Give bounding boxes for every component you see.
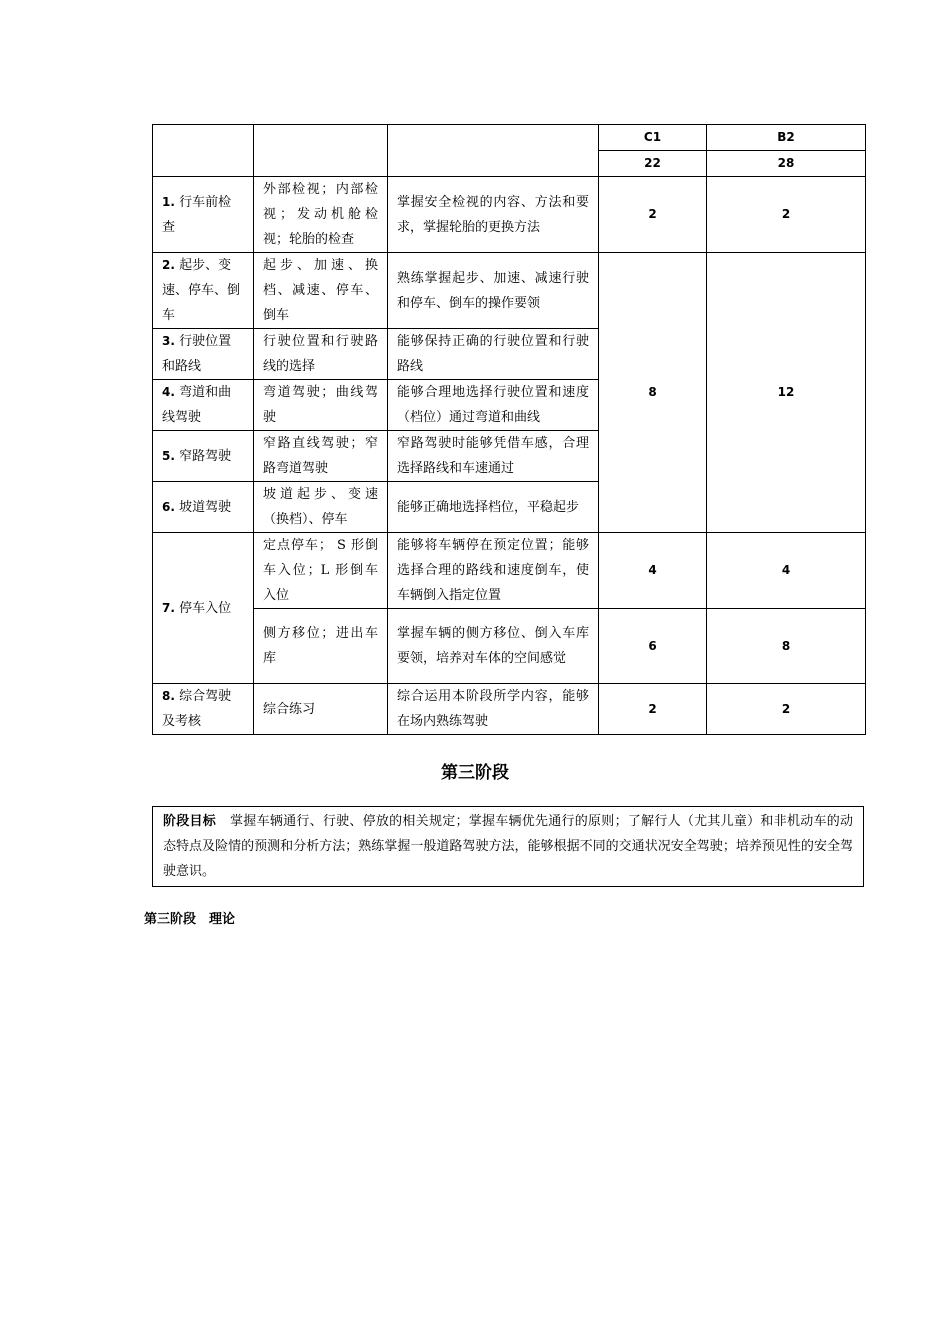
goal-text: 掌握车辆通行、行驶、停放的相关规定；掌握车辆优先通行的原则；了解行人（尤其儿童）和非机动车的动态特点及险情的预测和分析方法；熟练掌握一般道路驾驶方法，能够根据不同的交通状况安全驾驶；培养预见性的安全驾驶意识。 <box>163 814 853 879</box>
table-row <box>153 253 866 329</box>
content-cell: 弯道驾驶；曲线驾驶 <box>254 380 388 431</box>
item-number: 2. <box>162 258 175 272</box>
content-cell: 坡道起步、变速（换档）、停车 <box>254 482 388 533</box>
stage-title: 第三阶段 <box>441 763 509 783</box>
item-number: 1. <box>162 194 175 209</box>
item-cell <box>153 533 254 684</box>
header-blank-item <box>153 125 254 177</box>
requirement-cell: 能够保持正确的行驶位置和行驶路线 <box>388 329 599 380</box>
item-name: 坡道驾驶 <box>179 499 232 515</box>
header-blank-content <box>254 125 388 177</box>
item-cell <box>153 431 254 482</box>
hours-b2: 4 <box>707 533 866 609</box>
training-plan-table <box>152 124 866 735</box>
item-number: 7. <box>162 600 175 615</box>
section-heading: 第三阶段 理论 <box>144 912 236 927</box>
item-name: 起步、变速、停车、倒车 <box>162 258 241 323</box>
content-cell: 窄路直线驾驶；窄路弯道驾驶 <box>254 431 388 482</box>
requirement-cell: 掌握安全检视的内容、方法和要求，掌握轮胎的更换方法 <box>388 177 599 253</box>
table-row <box>153 609 866 684</box>
header-blank-requirement <box>388 125 599 177</box>
content-cell: 综合练习 <box>254 684 388 735</box>
header-b2: B2 <box>707 125 866 151</box>
item-cell <box>153 684 254 735</box>
stage-goal-box <box>152 806 864 887</box>
item-number: 4. <box>162 385 175 399</box>
hours-b2: 2 <box>707 177 866 253</box>
item-cell <box>153 329 254 380</box>
item-number: 8. <box>162 689 175 703</box>
hours-b2: 12 <box>707 253 866 533</box>
hours-c1: 4 <box>599 533 707 609</box>
requirement-cell: 掌握车辆的侧方移位、倒入车库要领，培养对车体的空间感觉 <box>388 609 599 684</box>
item-cell <box>153 177 254 253</box>
total-hours-c1: 22 <box>599 151 707 177</box>
total-hours-b2: 28 <box>707 151 866 177</box>
table-row <box>153 177 866 253</box>
requirement-cell: 能够合理地选择行驶位置和速度（档位）通过弯道和曲线 <box>388 380 599 431</box>
requirement-cell: 能够正确地选择档位，平稳起步 <box>388 482 599 533</box>
item-name: 窄路驾驶 <box>179 448 232 464</box>
content-cell: 侧方移位；进出车库 <box>254 609 388 684</box>
item-number: 5. <box>162 448 175 463</box>
hours-b2: 8 <box>707 609 866 684</box>
item-cell <box>153 380 254 431</box>
item-number: 6. <box>162 499 175 514</box>
item-name: 行驶位置和路线 <box>162 334 232 374</box>
hours-b2: 2 <box>707 684 866 735</box>
item-name: 弯道和曲线驾驶 <box>162 385 232 425</box>
hours-c1: 6 <box>599 609 707 684</box>
item-cell <box>153 253 254 329</box>
table-header-row <box>153 125 866 151</box>
table-row <box>153 533 866 609</box>
hours-c1: 2 <box>599 684 707 735</box>
requirement-cell: 熟练掌握起步、加速、减速行驶和停车、倒车的操作要领 <box>388 253 599 329</box>
requirement-cell: 综合运用本阶段所学内容，能够在场内熟练驾驶 <box>388 684 599 735</box>
content-cell: 行驶位置和行驶路线的选择 <box>254 329 388 380</box>
requirement-cell: 窄路驾驶时能够凭借车感，合理选择路线和车速通过 <box>388 431 599 482</box>
goal-label: 阶段目标 <box>163 814 217 829</box>
content-cell: 起步、加速、换档、减速、停车、倒车 <box>254 253 388 329</box>
item-name: 综合驾驶及考核 <box>162 689 232 729</box>
item-number: 3. <box>162 334 175 348</box>
table-row <box>153 684 866 735</box>
item-name: 行车前检查 <box>162 194 232 235</box>
content-cell: 定点停车； S 形倒车入位；L 形倒车入位 <box>254 533 388 609</box>
header-c1: C1 <box>599 125 707 151</box>
requirement-cell: 能够将车辆停在预定位置；能够选择合理的路线和速度倒车，使车辆倒入指定位置 <box>388 533 599 609</box>
hours-c1: 2 <box>599 177 707 253</box>
item-cell <box>153 482 254 533</box>
content-cell: 外部检视；内部检视；发动机舱检视；轮胎的检查 <box>254 177 388 253</box>
hours-c1: 8 <box>599 253 707 533</box>
item-name: 停车入位 <box>179 600 232 616</box>
